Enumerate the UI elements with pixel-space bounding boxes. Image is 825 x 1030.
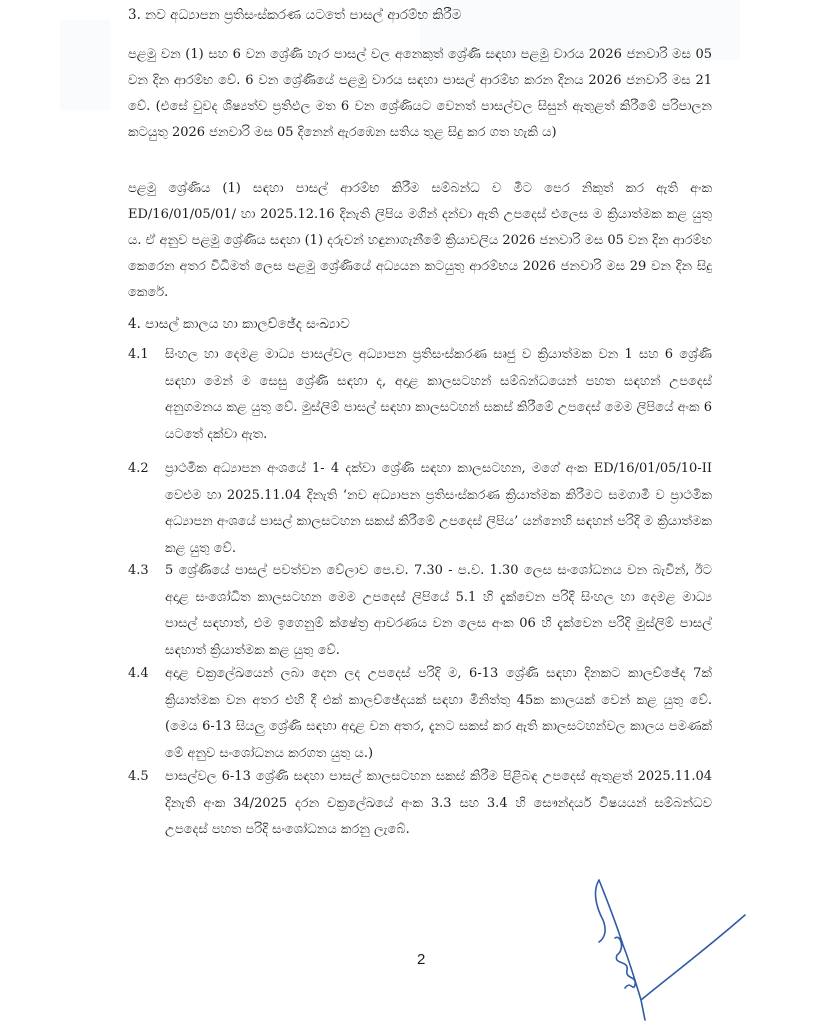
clause-number: 4.4 — [128, 666, 149, 681]
section-3-heading: 3. නව අධ්‍යාපන ප්‍රතිසංස්කරණ යටතේ පාසල් ආරම්භ කිරීම — [128, 7, 462, 23]
clause-text: 5 ශ්‍රේණියේ පාසල් පවත්වන වේලාව පෙ.ව. 7.30 - ප.ව. 1.30 ලෙස සංශෝධනය වන බැවින්, ඊට අදාළ සංශෝධිත කාලසටහන මෙම උපදෙස් ලිපියේ 5.1 හි දැක්වෙන පරිදි සිංහල හා දෙමළ මාධ්‍ය පාසල් සඳහාත්, එම ඉගෙනුම් ක්ෂේත්‍ර ආවරණය වන ලෙස අංක 06 හි දැක්වෙන පරිදි මුස්ලිම් පාසල් සඳහාත් ක්‍රියාත්මක කළ යුතු වේ. — [165, 563, 712, 658]
clause-4-4 — [128, 661, 712, 767]
clause-4-5 — [128, 764, 712, 844]
section-3-paragraph-2: පළමු ශ්‍රේණිය (1) සඳහා පාසල් ආරම්භ කිරීම සම්බන්ධ ව මීට පෙර නිකුත් කර ඇති අංක ED/16/01/05/01/ හා 2025.12.16 දිනැති ලිපිය මගින් දන්වා ඇති උපදෙස් එලෙස ම ක්‍රියාත්මක කළ යුතු ය. ඒ අනුව පළමු ශ්‍රේණිය සඳහා (1) දරුවන් හඳුනාගැනීමේ ක්‍රියාවලිය 2026 ජනවාරි මස 05 වන දින ආරම්භ කෙරෙන අතර විධිමත් ලෙස පළමු ශ්‍රේණියේ අධ්‍යයන කටයුතු ආරම්භය 2026 ජනවාරි මස 29 වන දින සිදු කෙරේ. — [128, 181, 712, 300]
clause-number: 4.2 — [128, 461, 149, 476]
signature-icon — [585, 860, 765, 1030]
clause-text: අදාළ චක්‍රලේඛයෙන් ලබා දෙන ලද උපදෙස් පරිදි ම, 6-13 ශ්‍රේණි සඳහා දිනකට කාලච්ඡේද 7ක් ක්‍රියාත්මක වන අතර එහි දී එක් කාලච්ඡේදයක් සඳහා මිනිත්තු 45ක කාලයක් වෙන් කළ යුතු වේ. (මෙය 6-13 සියලු ශ්‍රේණි සඳහා අදාළ වන අතර, දැනට සකස් කර ඇති කාලසටහන්වල කාලය පමණක් මේ අනුව සංශෝධනය කරගත යුතු ය.) — [165, 666, 712, 761]
clause-text: සිංහල හා දෙමළ මාධ්‍ය පාසල්වල අධ්‍යාපන ප්‍රතිසංස්කරණ සෘජු ව ක්‍රියාත්මක වන 1 සහ 6 ශ්‍රේණි සඳහා මෙන් ම සෙසු ශ්‍රේණි සඳහා ද, අදාළ කාලසටහන් සම්බන්ධයෙන් පහත සඳහන් උපදෙස් අනුගමනය කළ යුතු වේ. මුස්ලිම් පාසල් සඳහා කාලසටහන් සකස් කිරීමේ උපදෙස් මෙම ලිපියේ අංක 6 යටතේ දක්වා ඇත. — [165, 347, 712, 442]
clause-4-1 — [128, 342, 712, 448]
clause-4-3 — [128, 558, 712, 664]
clause-number: 4.3 — [128, 563, 149, 578]
clause-4-2 — [128, 456, 712, 562]
clause-text: පාසල්වල 6-13 ශ්‍රේණි සඳහා පාසල් කාලසටහන සකස් කිරීම පිළිබඳ උපදෙස් ඇතුළත් 2025.11.04 දිනැති අංක 34/2025 දරන චක්‍රලේඛයේ අංක 3.3 සහ 3.4 හි සෞන්දර්ය විෂයයන් සම්බන්ධව උපදෙස් පහත පරිදි සංශෝධනය කරනු ලැබේ. — [165, 769, 712, 837]
section-4-heading: 4. පාසල් කාලය හා කාලච්ඡේද සංඛ්‍යාව — [128, 316, 350, 332]
clause-number: 4.5 — [128, 769, 149, 784]
clause-number: 4.1 — [128, 347, 149, 362]
section-3-paragraph-1: පළමු වන (1) සහ 6 වන ශ්‍රේණි හැර පාසල් වල අනෙකුත් ශ්‍රේණි සඳහා පළමු වාරය 2026 ජනවාරි මස 05 වන දින ආරම්භ වේ. 6 වන ශ්‍රේණියේ පළමු වාරය සඳහා පාසල් ආරම්භ කරන දිනය 2026 ජනවාරි මස 21 වේ. (එසේ වුවද ශිෂ්‍යත්ව ප්‍රතිඵල මත 6 වන ශ්‍රේණියට වෙනත් පාසල්වල සිසුන් ඇතුළත් කිරීමේ පරිපාලන කටයුතු 2026 ජනවාරි මස 05 දිනෙන් ඇරඹෙන සතිය තුළ සිදු කර ගත හැකි ය) — [128, 47, 712, 140]
clause-text: ප්‍රාථමික අධ්‍යාපන අංශයේ 1- 4 දක්වා ශ්‍රේණි සඳහා කාලසටහන, මගේ අංක ED/16/01/05/10-II වෙළුම හා 2025.11.04 දිනැති ‘නව අධ්‍යාපන ප්‍රතිසංස්කරණ ක්‍රියාත්මක කිරීමට සමගාමී ව ප්‍රාථමික අධ්‍යාපන අංශයේ පාසල් කාලසටහන සකස් කිරීමේ උපදෙස් ලිපිය’ යන්නෙහි සඳහන් පරිදි ම ක්‍රියාත්මක කළ යුතු වේ. — [165, 461, 712, 556]
scan-bleed-left — [60, 20, 110, 110]
page-number: 2 — [417, 951, 426, 968]
